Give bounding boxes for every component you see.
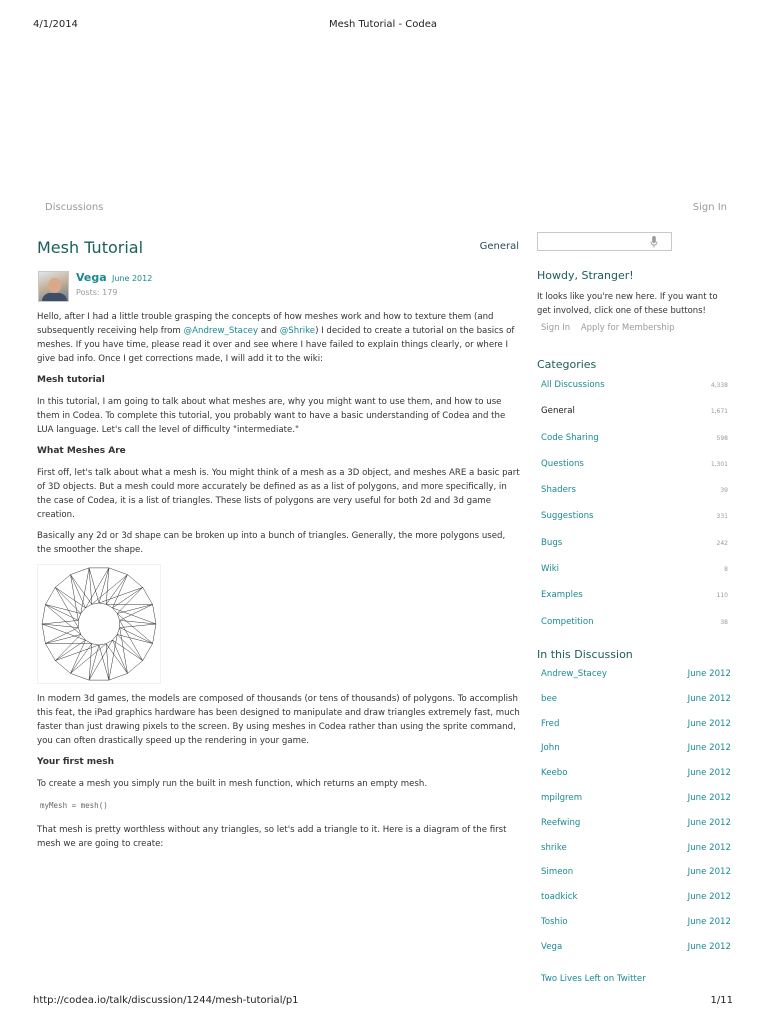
category-list [537,380,733,643]
category-count: 1,301 [710,460,728,468]
discussion-category-link[interactable]: General [479,241,519,252]
participant-item [537,669,733,694]
participant-date-link[interactable]: June 2012 [687,743,731,754]
category-count: 38 [720,618,728,626]
participant-date-link[interactable]: June 2012 [687,916,731,927]
participant-name-link[interactable]: Keebo [541,768,568,779]
category-item[interactable] [537,433,733,459]
heading-what-meshes-are: What Meshes Are [37,446,126,456]
participant-name-link[interactable]: bee [541,693,558,704]
category-label[interactable]: All Discussions [541,380,605,390]
category-item[interactable] [537,538,733,564]
participant-item [537,942,733,967]
category-label[interactable]: Suggestions [541,511,594,522]
participant-name-link[interactable]: Andrew_Stacey [541,668,607,679]
twitter-link[interactable]: Two Lives Left on Twitter [541,973,646,984]
participant-date-link[interactable]: June 2012 [687,693,731,704]
microphone-icon[interactable] [650,236,658,248]
guest-actions [537,323,733,333]
participant-name-link[interactable]: mpilgrem [541,792,583,803]
print-doc-title: Mesh Tutorial - Codea [329,19,437,30]
print-date: 4/1/2014 [33,19,78,30]
category-count: 8 [724,566,728,574]
paragraph-create-mesh: To create a mesh you simply run the built in mesh function, which returns an empty mesh. [37,779,428,789]
category-count: 110 [716,592,728,600]
apply-membership-button[interactable]: Apply for Membership [580,323,675,333]
print-page-number: 1/11 [710,995,733,1006]
participant-name-link[interactable]: Vega [541,941,563,952]
category-item[interactable] [537,564,733,590]
heading-mesh-tutorial: Mesh tutorial [37,375,105,385]
paragraph-triangles: Basically any 2d or 3d shape can be broken up into a bunch of triangles. Generally, the more polygons used, the smoother the shape. [37,531,506,555]
category-item[interactable] [537,617,733,643]
participant-name-link[interactable]: Toshio [541,916,568,927]
code-snippet: myMesh = mesh() [40,801,108,810]
category-label[interactable]: Examples [541,590,583,601]
intro-paragraph: Hello, after I had a little trouble grasping the concepts of how meshes work and how to texture them (and subsequently receiving help from @Andrew_Stacey and @Shrike) I decided to create a tutorial on the basics of meshes. If you have time, please read it over and see where I have failed to explain things clearly, or where I give bad info. Once I get corrections made, I will add it to the wiki: [37,312,515,364]
participant-item [537,719,733,744]
participant-item [537,892,733,917]
participant-item [537,917,733,942]
mention-shrike[interactable]: @Shrike [279,326,316,336]
participant-name-link[interactable]: shrike [541,842,567,853]
category-count: 4,338 [710,382,728,389]
author-post-count: Posts: 179 [76,288,118,297]
participant-date-link[interactable]: June 2012 [687,768,731,779]
category-count: 242 [716,539,728,547]
paragraph-intro-tutorial: In this tutorial, I am going to talk about what meshes are, why you might want to use them, and how to use them in Codea. To complete this tutorial, you probably want to have a basic understanding of Codea and the LUA language. Let's call the level of difficulty "intermediate." [37,397,506,435]
participant-name-link[interactable]: Fred [541,718,560,729]
category-label[interactable]: Shaders [541,485,576,496]
in-this-discussion-title: In this Discussion [537,647,633,661]
heading-your-first-mesh: Your first mesh [37,757,115,767]
author-block [37,271,521,305]
category-label[interactable]: Competition [541,616,594,627]
participant-item [537,768,733,793]
sidebar-sign-in-button[interactable]: Sign In [541,323,571,333]
page-title: Mesh Tutorial [37,238,144,257]
participant-date-link[interactable]: June 2012 [687,892,731,903]
howdy-title: Howdy, Stranger! [537,269,634,282]
category-item[interactable] [537,485,733,511]
participant-date-link[interactable]: June 2012 [687,867,731,878]
top-nav [45,202,727,213]
sidebar [537,232,733,984]
avatar[interactable] [38,271,69,302]
participant-item [537,694,733,719]
participant-date-link[interactable]: June 2012 [687,941,731,952]
category-count: 331 [716,513,728,521]
participant-name-link[interactable]: Reefwing [541,817,581,828]
participant-item [537,843,733,868]
category-label[interactable]: Bugs [541,537,563,548]
category-count: 1,671 [710,408,728,416]
category-item[interactable] [537,406,733,432]
nav-sign-in-link[interactable]: Sign In [692,202,727,213]
nav-discussions-link[interactable]: Discussions [45,202,104,213]
participant-date-link[interactable]: June 2012 [687,842,731,853]
participant-item [537,793,733,818]
participant-item [537,743,733,768]
paragraph-mesh-definition: First off, let's talk about what a mesh is. You might think of a mesh as a 3D object, and meshes ARE a basic part of 3D objects. But a mesh could more accurately be defined as as a list of polygons, and more specifically, in the case of Codea, it is a list of triangles. These lists of polygons are very useful for both 2d and 3d game creation. [37,468,520,520]
mention-andrew-stacey[interactable]: @Andrew_Stacey [183,326,259,336]
participant-date-link[interactable]: June 2012 [687,792,731,803]
category-item[interactable] [537,380,733,406]
participant-date-link[interactable]: June 2012 [687,817,731,828]
paragraph-modern-3d: In modern 3d games, the models are composed of thousands (or tens of thousands) of polygons. To accomplish this feat, the iPad graphics hardware has been designed to manipulate and draw triangles extremely fast, much faster than just drawing pixels to the screen. By using meshes in Codea rather than using the sprite command, you can often drastically speed up the rendering in your game. [37,694,520,746]
participant-list [537,669,733,967]
participant-date-link[interactable]: June 2012 [687,718,731,729]
howdy-text: It looks like you're new here. If you want to get involved, click one of these buttons! [537,291,718,315]
category-item[interactable] [537,590,733,616]
category-label[interactable]: Wiki [541,564,560,575]
discussion-main [37,232,521,858]
category-item[interactable] [537,511,733,537]
post-date-link[interactable]: June 2012 [112,274,153,283]
category-label[interactable]: General [541,406,575,417]
search-input[interactable] [537,232,672,251]
participant-item [537,818,733,843]
participant-date-link[interactable]: June 2012 [687,668,731,679]
author-name-link[interactable]: Vega [76,271,107,284]
post-body [37,310,521,851]
category-count: 39 [720,487,728,495]
category-label[interactable]: Code Sharing [541,432,599,443]
participant-item [537,867,733,892]
category-count: 598 [716,434,728,442]
category-item[interactable] [537,459,733,485]
paragraph-add-triangle: That mesh is pretty worthless without any triangles, so let's add a triangle to it. Here is a diagram of the first mesh we are going to create: [37,825,507,849]
category-label[interactable]: Questions [541,458,584,469]
participant-name-link[interactable]: John [541,743,560,754]
participant-name-link[interactable]: Simeon [541,867,574,878]
participant-name-link[interactable]: toadkick [541,892,578,903]
categories-title: Categories [537,358,597,371]
print-url: http://codea.io/talk/discussion/1244/mesh-tutorial/p1 [33,995,299,1006]
mesh-wireframe-image [37,564,161,684]
